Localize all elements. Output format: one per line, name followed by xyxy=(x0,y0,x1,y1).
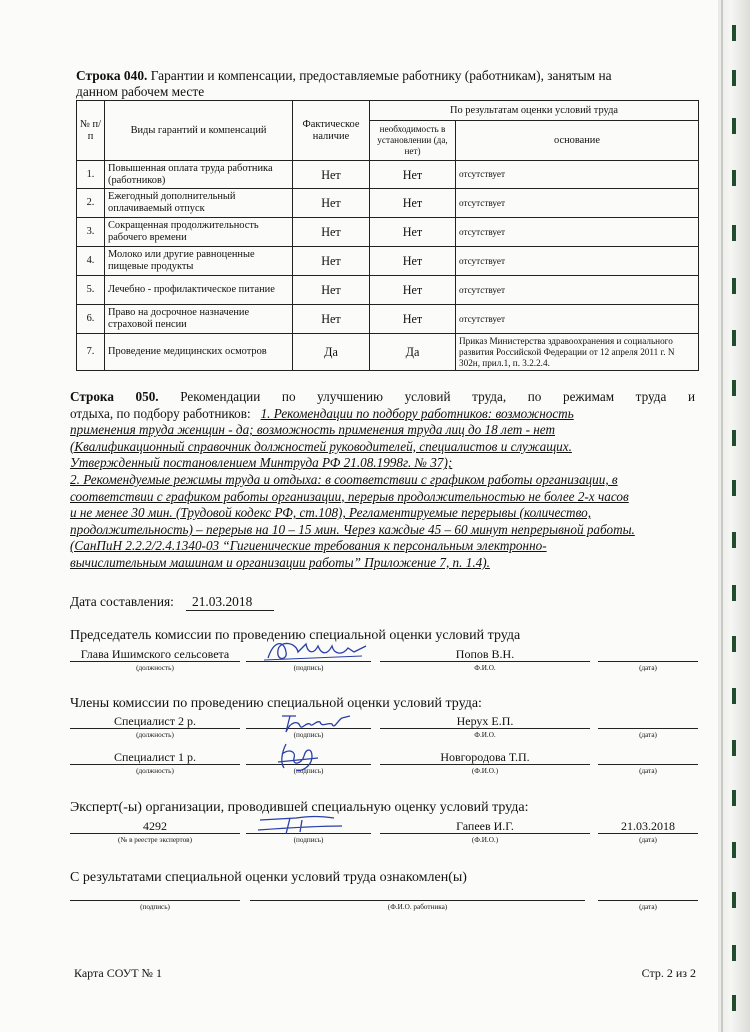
row-num: 7. xyxy=(77,334,105,371)
acquainted-cap-fio: (Ф.И.О. работника) xyxy=(387,903,448,911)
row-basis: Приказ Министерства здравоохранения и социального развития Российской Федерации от 12 апреля 2011 г. N 302н, прил.1, п. 3.2.2.4. xyxy=(456,334,699,371)
chairman-cap-signature: (подпись) xyxy=(293,664,324,672)
header-basis: основание xyxy=(456,121,699,161)
expert-cap-fio: (Ф.И.О.) xyxy=(471,836,499,844)
expert-cap-date: (дата) xyxy=(639,836,657,844)
chairman-cap-date: (дата) xyxy=(639,664,657,672)
expert-name: Гапеев И.Г. xyxy=(456,819,514,833)
row-basis: отсутствует xyxy=(456,305,699,334)
row-need: Нет xyxy=(370,161,456,189)
members-heading: Члены комиссии по проведению специальной оценки условий труда: xyxy=(70,696,482,711)
member1-cap-signature: (подпись) xyxy=(293,731,324,739)
row-kind: Молоко или другие равноценные пищевые продукты xyxy=(105,247,293,276)
acquainted-heading: С результатами специальной оценки условий труда ознакомлен(ы) xyxy=(70,870,467,885)
acquainted-cap-date: (дата) xyxy=(639,903,657,911)
table-row xyxy=(77,247,699,276)
row-kind: Право на досрочное назначение страховой пенсии xyxy=(105,305,293,334)
row-num: 3. xyxy=(77,218,105,247)
row-actual: Да xyxy=(293,334,370,371)
row050-line9: продолжительность) – перерыв на 10 – 15 мин. Через каждые 45 – 60 минут непрерывной работы. xyxy=(70,521,635,537)
row-need: Нет xyxy=(370,218,456,247)
table-row xyxy=(77,189,699,218)
member1-position: Специалист 2 р. xyxy=(113,714,196,728)
row050-line2-underlined: 1. Рекомендации по подбору работников: возможность xyxy=(260,405,574,421)
header-results: По результатам оценки условий труда xyxy=(370,101,699,121)
row-num: 5. xyxy=(77,276,105,305)
row-need: Нет xyxy=(370,247,456,276)
row-kind: Повышенная оплата труда работника (работников) xyxy=(105,161,293,189)
experts-heading: Эксперт(-ы) организации, проводившей специальную оценку условий труда: xyxy=(70,800,529,815)
table-row xyxy=(77,218,699,247)
row-actual: Нет xyxy=(293,305,370,334)
row-basis: отсутствует xyxy=(456,276,699,305)
chairman-cap-position: (должность) xyxy=(136,664,174,672)
row-kind: Сокращенная продолжительность рабочего времени xyxy=(105,218,293,247)
footer-card-number: Карта СОУТ № 1 xyxy=(74,966,163,980)
row-kind: Ежегодный дополнительный оплачиваемый отпуск xyxy=(105,189,293,218)
member2-position: Специалист 1 р. xyxy=(113,750,196,764)
row-need: Нет xyxy=(370,189,456,218)
row-basis: отсутствует xyxy=(456,189,699,218)
row050-line1: Рекомендации по улучшению условий труда, по режимам труда и xyxy=(180,389,695,404)
row050-line6: 2. Рекомендуемые режимы труда и отдыха: в соответствии с графиком работы организации, в xyxy=(70,471,618,487)
row040-label: Строка 040. xyxy=(76,68,148,83)
row-num: 4. xyxy=(77,247,105,276)
row050-line4: (Квалификационный справочник должностей руководителей, специалистов и служащих. xyxy=(70,438,572,454)
row-num: 6. xyxy=(77,305,105,334)
chairman-heading: Председатель комиссии по проведению специальной оценки условий труда xyxy=(70,628,521,643)
row050-recommendations xyxy=(70,389,695,572)
member1-name: Нерух Е.П. xyxy=(456,714,514,728)
row-actual: Нет xyxy=(293,161,370,189)
member1-signature xyxy=(276,708,356,738)
acquainted-cap-signature: (подпись) xyxy=(140,903,170,911)
row-need: Нет xyxy=(370,305,456,334)
row-basis: отсутствует xyxy=(456,161,699,189)
chairman-cap-fio: Ф.И.О. xyxy=(474,664,496,672)
header-kinds: Виды гарантий и компенсаций xyxy=(105,101,293,161)
row050-line5: Утвержденный постановлением Минтруда РФ 21.08.1998г. № 37); xyxy=(70,455,453,471)
guarantees-table xyxy=(76,100,699,371)
row-actual: Нет xyxy=(293,247,370,276)
row-kind: Лечебно - профилактическое питание xyxy=(105,276,293,305)
expert-cap-registry: (№ в реестре экспертов) xyxy=(118,836,192,844)
member1-cap-position: (должность) xyxy=(136,731,174,739)
row-actual: Нет xyxy=(293,189,370,218)
table-row xyxy=(77,305,699,334)
member2-signature xyxy=(272,738,332,774)
footer-page-number: Стр. 2 из 2 xyxy=(641,966,696,980)
chairman-position: Глава Ишимского сельсовета xyxy=(80,647,230,661)
chairman-name: Попов В.Н. xyxy=(455,647,515,661)
member2-cap-fio: (Ф.И.О.) xyxy=(471,767,499,775)
member2-name: Новгородова Т.П. xyxy=(440,750,530,764)
row040-title-line2: данном рабочем месте xyxy=(76,84,205,99)
header-necessity: необходимость в установлении (да, нет) xyxy=(370,121,456,161)
member1-cap-date: (дата) xyxy=(639,731,657,739)
row050-line3: применения труда женщин - да; возможность применения труда лиц до 18 лет - нет xyxy=(70,422,556,438)
expert-date: 21.03.2018 xyxy=(621,819,675,833)
expert-signature xyxy=(256,812,346,836)
header-num: № п/п xyxy=(77,101,105,161)
row-num: 1. xyxy=(77,161,105,189)
row-kind: Проведение медицинских осмотров xyxy=(105,334,293,371)
row050-label: Строка 050. xyxy=(70,389,159,404)
row-actual: Нет xyxy=(293,276,370,305)
page-binding xyxy=(718,0,750,1032)
row-need: Нет xyxy=(370,276,456,305)
row040-heading xyxy=(76,68,612,84)
member2-cap-date: (дата) xyxy=(639,767,657,775)
chairman-signature xyxy=(262,636,372,666)
date-value: 21.03.2018 xyxy=(192,594,253,609)
table-row xyxy=(77,161,699,189)
row050-line8: и не менее 30 мин. (Трудовой кодекс РФ, ст.108), Регламентируемые перерывы (количество, xyxy=(70,505,592,521)
row-basis: отсутствует xyxy=(456,247,699,276)
header-actual: Фактическое наличие xyxy=(293,101,370,161)
table-row xyxy=(77,276,699,305)
member2-cap-position: (должность) xyxy=(136,767,174,775)
member2-cap-signature: (подпись) xyxy=(293,767,324,775)
row050-line2-plain: отдыха, по подбору работников: xyxy=(70,405,251,421)
table-row xyxy=(77,334,699,371)
row-num: 2. xyxy=(77,189,105,218)
row050-line7: соответствии с графиком работы организации, перерыв продолжительностью не более 2-х часов xyxy=(70,488,629,504)
row-need: Да xyxy=(370,334,456,371)
expert-registry-number: 4292 xyxy=(143,819,167,833)
row-basis: отсутствует xyxy=(456,218,699,247)
row050-line11: вычислительным машинам и организации работы” Приложение 7, п. 1.4). xyxy=(70,554,490,570)
date-label: Дата составления: xyxy=(70,594,174,609)
row-actual: Нет xyxy=(293,218,370,247)
row040-title-line1: Гарантии и компенсации, предоставляемые работнику (работникам), занятым на xyxy=(150,68,612,83)
expert-cap-signature: (подпись) xyxy=(293,836,324,844)
member1-cap-fio: Ф.И.О. xyxy=(474,731,496,739)
row050-line10: (СанПиН 2.2.2/2.4.1340-03 “Гигиенические требования к персональным электронно- xyxy=(70,538,547,554)
